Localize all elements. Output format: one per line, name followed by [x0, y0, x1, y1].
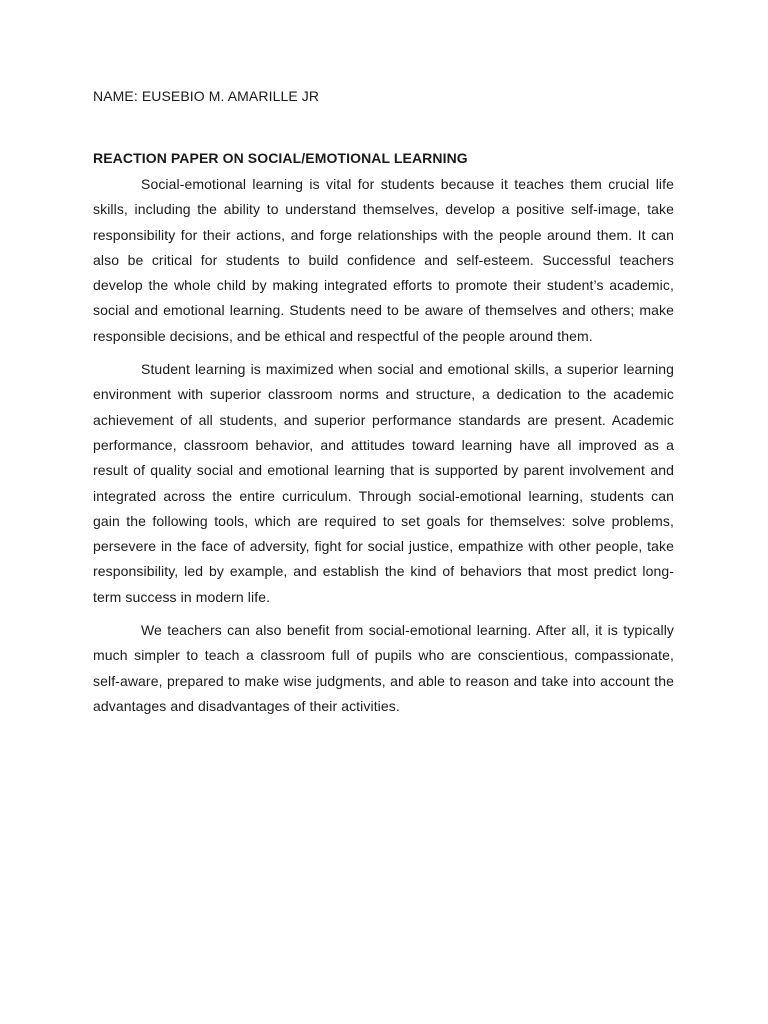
paragraph-1: Social-emotional learning is vital for students because it teaches them crucial life skills, including the ability to understand themselves, develop a positive self-image, take responsibility for their actions, and forge relationships with the people around them. It can also be critical for students to build confidence and self-esteem. Successful teachers develop the whole child by making integrated efforts to promote their student’s academic, social and emotional learning. Students need to be aware of themselves and others; make responsible decisions, and be ethical and respectful of the people around them.: [93, 176, 674, 344]
document-title: REACTION PAPER ON SOCIAL/EMOTIONAL LEARNING: [93, 150, 468, 166]
author-name: NAME: EUSEBIO M. AMARILLE JR: [93, 88, 320, 104]
paragraph-3: We teachers can also benefit from social-emotional learning. After all, it is typically much simpler to teach a classroom full of pupils who are conscientious, compassionate, self-aware, prepared to make wise judgments, and able to reason and take into account the advantages and disadvantages of their activities.: [93, 622, 674, 714]
paragraph-2: Student learning is maximized when social and emotional skills, a superior learning environment with superior classroom norms and structure, a dedication to the academic achievement of all students, and superior performance standards are present. Academic performance, classroom behavior, and attitudes toward learning have all improved as a result of quality social and emotional learning that is supported by parent involvement and integrated across the entire curriculum. Through social-emotional learning, students can gain the following tools, which are required to set goals for themselves: solve problems, persevere in the face of adversity, fight for social justice, empathize with other people, take responsibility, led by example, and establish the kind of behaviors that most predict long-term success in modern life.: [93, 361, 674, 605]
document-body: [93, 86, 674, 727]
